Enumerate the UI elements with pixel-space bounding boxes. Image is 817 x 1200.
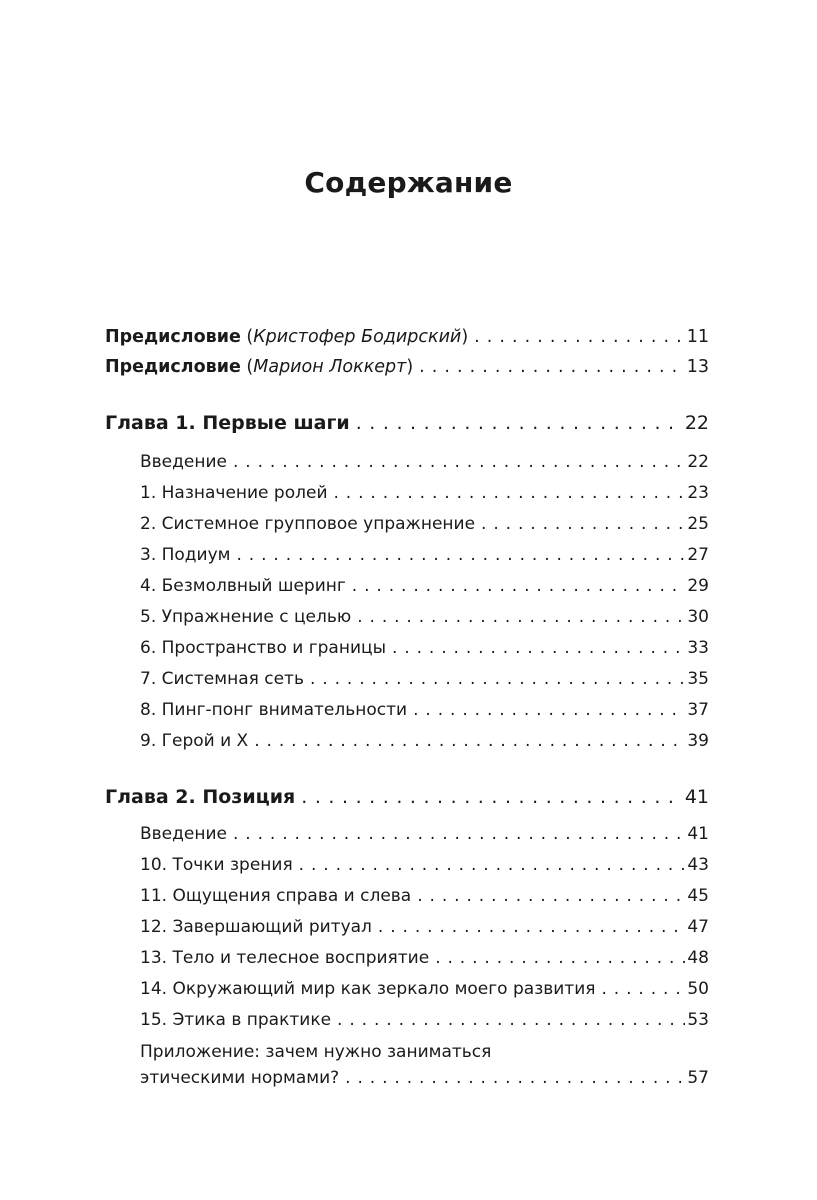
toc-entry[interactable]: [140, 667, 709, 691]
page-number: 53: [687, 1010, 709, 1030]
dot-leader: [357, 605, 685, 629]
dot-leader: [301, 783, 683, 811]
toc-entry[interactable]: [140, 636, 709, 660]
dot-leader: [419, 355, 685, 379]
dot-leader: [356, 409, 683, 437]
dot-leader: [299, 853, 686, 877]
page-number: 39: [687, 731, 709, 751]
dot-leader: [254, 729, 685, 753]
toc-entry[interactable]: [140, 915, 709, 939]
dot-leader: [481, 512, 685, 536]
toc-entry[interactable]: [140, 977, 709, 1001]
dot-leader: [233, 450, 685, 474]
entry-title: 2. Системное групповое упражнение: [140, 514, 476, 534]
dot-leader: [310, 667, 685, 691]
toc-entry[interactable]: [140, 1008, 709, 1032]
entry-title: 5. Упражнение с целью: [140, 607, 352, 627]
page-number: 11: [686, 327, 709, 347]
page-number: 41: [684, 786, 709, 808]
toc-entry-preface-1[interactable]: Предисловие (Кристофер Бодирский) . . . 11: [105, 325, 709, 349]
entry-title: 13. Тело и телесное восприятие: [140, 948, 430, 968]
entry-title: 14. Окружающий мир как зеркало моего развития: [140, 979, 596, 999]
preface-label: Предисловие: [105, 357, 241, 377]
entry-title: 12. Завершающий ритуал: [140, 917, 372, 937]
dot-leader: [413, 698, 685, 722]
dot-leader: [417, 884, 685, 908]
entry-title: 11. Ощущения справа и слева: [140, 886, 412, 906]
page-number: 25: [687, 514, 709, 534]
toc-entry[interactable]: [140, 512, 709, 536]
page-number: 45: [687, 886, 709, 906]
page-number: 30: [687, 607, 709, 627]
entry-title: 4. Безмолвный шеринг: [140, 576, 346, 596]
toc-entry[interactable]: [140, 853, 709, 877]
entry-title: 6. Пространство и границы: [140, 638, 386, 658]
page-number: 27: [687, 545, 709, 565]
page-number: 35: [687, 669, 709, 689]
page-number: 47: [687, 917, 709, 937]
dot-leader: [337, 1008, 685, 1032]
toc-entry-preface-2[interactable]: Предисловие (Марион Локкерт) . . . 13: [105, 355, 709, 379]
chapter-title: Глава 1. Первые шаги: [105, 412, 350, 434]
page-number: 22: [684, 412, 709, 434]
toc-chapter-1[interactable]: [105, 409, 709, 437]
appendix-title-line-1[interactable]: Приложение: зачем нужно заниматься: [140, 1042, 492, 1062]
entry-title: 15. Этика в практике: [140, 1010, 332, 1030]
page-number: 13: [686, 357, 709, 377]
toc-entry[interactable]: [140, 450, 709, 474]
page-number: 23: [687, 483, 709, 503]
preface-author: Марион Локкерт: [253, 357, 407, 377]
entry-title: 1. Назначение ролей: [140, 483, 328, 503]
preface-author: Кристофер Бодирский: [253, 327, 462, 347]
toc-entry-appendix[interactable]: [140, 1066, 709, 1090]
dot-leader: [392, 636, 685, 660]
page-number: 33: [687, 638, 709, 658]
toc-entry[interactable]: [140, 884, 709, 908]
toc-entry[interactable]: [140, 729, 709, 753]
toc-entry[interactable]: [140, 946, 709, 970]
page-number: 22: [687, 452, 709, 472]
toc-entry[interactable]: [140, 698, 709, 722]
preface-label: Предисловие: [105, 327, 241, 347]
toc-entry[interactable]: [140, 574, 709, 598]
toc-entry[interactable]: [140, 605, 709, 629]
entry-title: Введение: [140, 452, 227, 472]
dot-leader: [378, 915, 685, 939]
page-number: 57: [687, 1068, 709, 1088]
entry-title: 10. Точки зрения: [140, 855, 293, 875]
dot-leader: [237, 543, 686, 567]
page-number: 37: [687, 700, 709, 720]
page-number: 48: [687, 948, 709, 968]
page-number: 50: [687, 979, 709, 999]
appendix-title-line-2: этическими нормами?: [140, 1068, 340, 1088]
page-title: Содержание: [304, 166, 513, 199]
page-number: 43: [687, 855, 709, 875]
entry-title: 8. Пинг-понг внимательности: [140, 700, 408, 720]
page-number: 41: [687, 824, 709, 844]
dot-leader: [601, 977, 685, 1001]
entry-title: 3. Подиум: [140, 545, 231, 565]
dot-leader: [352, 574, 686, 598]
page-number: 29: [687, 576, 709, 596]
entry-title: 9. Герой и Х: [140, 731, 249, 751]
dot-leader: [345, 1066, 685, 1090]
dot-leader: [435, 946, 685, 970]
entry-title: Введение: [140, 824, 227, 844]
dot-leader: [474, 325, 685, 349]
toc-entry[interactable]: [140, 543, 709, 567]
toc-chapter-2[interactable]: [105, 783, 709, 811]
dot-leader: [334, 481, 686, 505]
chapter-title: Глава 2. Позиция: [105, 786, 296, 808]
entry-title: 7. Системная сеть: [140, 669, 304, 689]
dot-leader: [233, 822, 685, 846]
toc-entry[interactable]: [140, 481, 709, 505]
toc-entry[interactable]: [140, 822, 709, 846]
